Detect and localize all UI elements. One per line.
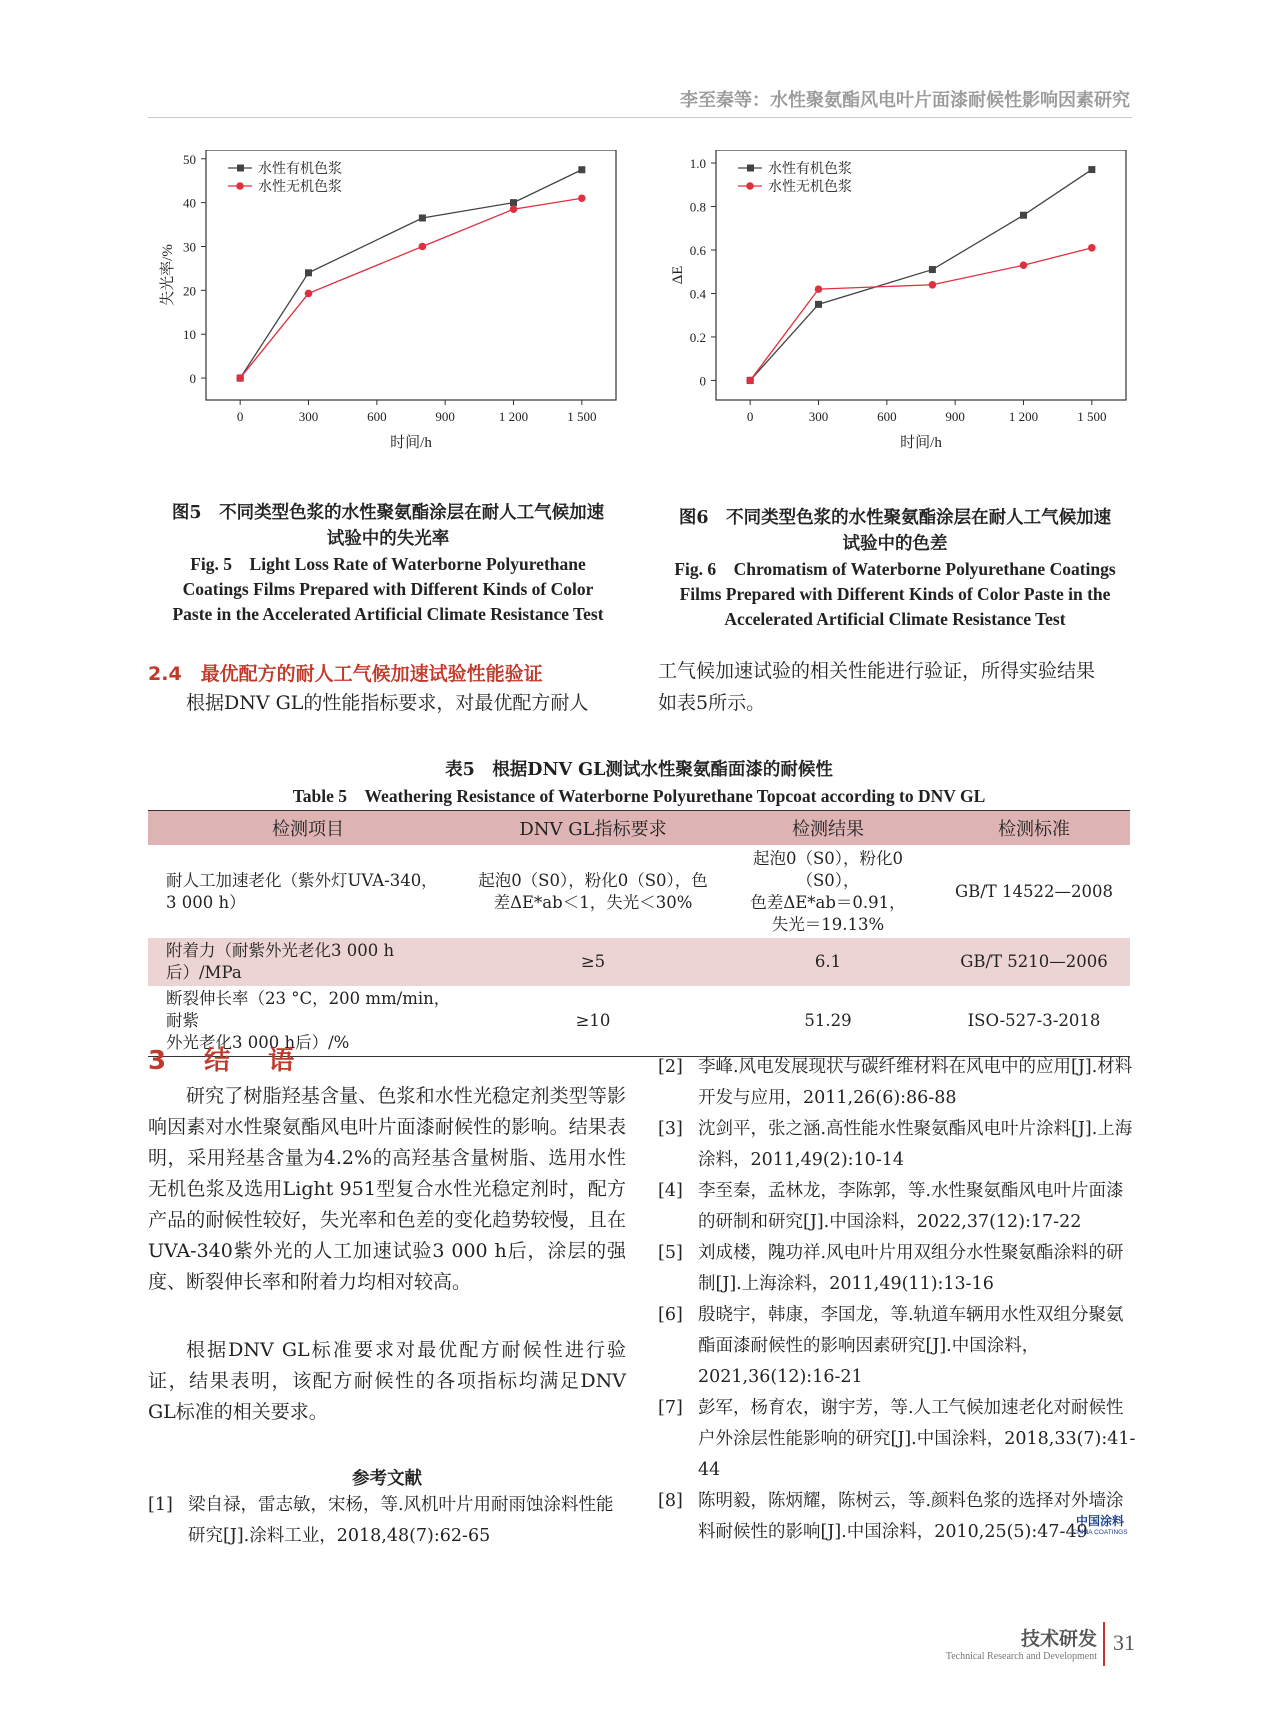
x-tick-label: 900	[945, 409, 965, 424]
figure-5-caption-cn-2: 试验中的失光率	[326, 529, 450, 549]
cell-line: 3 000 h）	[166, 893, 246, 912]
table-5-title-cn: 表5 根据DNV GL测试水性聚氨酯面漆的耐候性	[445, 760, 833, 780]
y-tick-label: 0.8	[689, 199, 706, 215]
reference-text: 殷晓宇，韩康，李国龙，等.轨道车辆用水性双组分聚氨酯面漆耐候性的影响因素研究[J].中国涂料，2021,36(12):16-21	[698, 1305, 1124, 1387]
series-line	[750, 170, 1092, 381]
table-cell-item: 附着力（耐紫外光老化3 000 h后）/MPa	[148, 938, 468, 986]
figure-6-caption-en-2: Films Prepared with Different Kinds of Color Paste in the	[679, 584, 1111, 604]
figure-5-caption	[148, 500, 628, 627]
cell-line: 差ΔE*ab＜1，失光＜30%	[493, 893, 693, 912]
table-cell-result	[718, 846, 938, 939]
reference-item	[658, 1176, 1138, 1238]
reference-text: 梁自禄，雷志敏，宋杨，等.风机叶片用耐雨蚀涂料性能研究[J].涂料工业，2018,48(7):62-65	[188, 1495, 614, 1546]
data-point	[1020, 212, 1027, 219]
series-line	[240, 198, 582, 378]
data-point	[305, 269, 312, 276]
y-axis-label: ΔE	[670, 265, 686, 285]
figure-5-caption-en-3: Paste in the Accelerated Artificial Climate Resistance Test	[172, 604, 604, 624]
reference-item	[658, 1114, 1138, 1176]
table-cell-result: 51.29	[718, 986, 938, 1057]
data-point	[1020, 261, 1028, 269]
conclusion-heading: 3 结 语	[148, 1046, 301, 1076]
legend-marker	[747, 165, 754, 172]
section-2-4-para-right-1: 工气候加速试验的相关性能进行验证，所得实验结果	[658, 660, 1096, 682]
table-row	[148, 846, 1130, 939]
x-tick-label: 600	[367, 409, 387, 424]
reference-text: 李峰.风电发展现状与碳纤维材料在风电中的应用[J].材料开发与应用，2011,26(6):86-88	[698, 1057, 1133, 1108]
footer-section-en: Technical Research and Development	[945, 1651, 1097, 1662]
table-row	[148, 938, 1130, 986]
figure-5-chart	[150, 150, 620, 505]
x-axis-label: 时间/h	[390, 435, 432, 451]
china-coatings-logo	[1068, 1512, 1132, 1536]
table-header-row	[148, 811, 1130, 846]
figure-5-caption-en-2: Coatings Films Prepared with Different Kinds of Color	[182, 579, 594, 599]
data-point	[510, 205, 518, 213]
y-tick-label: 0.2	[689, 329, 706, 345]
cell-line: 色差ΔE*ab＝0.91，	[750, 893, 906, 912]
header-rule	[148, 117, 1132, 118]
y-tick-label: 40	[183, 195, 196, 211]
table-5	[148, 810, 1130, 1057]
series-line	[240, 170, 582, 378]
cell-line: 断裂伸长率（23 °C，200 mm/min，耐紫	[166, 989, 451, 1030]
conclusion-para-1: 研究了树脂羟基含量、色浆和水性光稳定剂类型等影响因素对水性聚氨酯风电叶片面漆耐候性的影响。结果表明，采用羟基含量为4.2%的高羟基含量树脂、选用水性无机色浆及选用Light 951型复合水性光稳定剂时，配方产品的耐候性较好，失光率和色差的变化趋势较慢，且在UVA-340紫外光的人工加速试验3 000 h后，涂层的强度、断裂伸长率和附着力均相对较高。	[148, 1085, 626, 1293]
table-cell-standard: ISO-527-3-2018	[938, 986, 1130, 1057]
table-cell-result: 6.1	[718, 938, 938, 986]
legend-label: 水性有机色浆	[258, 162, 342, 177]
y-tick-label: 0	[189, 371, 196, 387]
reference-text: 陈明毅，陈炳耀，陈树云，等.颜料色浆的选择对外墙涂料耐候性的影响[J].中国涂料，2010,25(5):47-49	[698, 1491, 1124, 1542]
y-tick-label: 10	[183, 327, 196, 343]
cell-line: 外光老化3 000 h后）/%	[166, 1033, 350, 1052]
x-tick-label: 1 500	[567, 409, 597, 424]
legend-marker	[237, 165, 244, 172]
footer-section-cn: 技术研发	[1020, 1628, 1097, 1650]
figure-5-caption-cn-1: 图5 不同类型色浆的水性聚氨酯涂层在耐人工气候加速	[171, 503, 605, 523]
reference-text: 彭军，杨育农，谢宇芳，等.人工气候加速老化对耐候性户外涂层性能影响的研究[J].中国涂料，2018,33(7):41-44	[698, 1398, 1136, 1480]
reference-item	[658, 1486, 1138, 1548]
data-point	[929, 266, 936, 273]
y-tick-label: 30	[183, 239, 196, 255]
reference-number: [3]	[658, 1119, 683, 1139]
x-tick-label: 0	[746, 409, 754, 424]
conclusion-para-2: 根据DNV GL标准要求对最优配方耐候性进行验证，结果表明，该配方耐候性的各项指标均满足DNV GL标准的相关要求。	[148, 1339, 626, 1423]
data-point	[746, 377, 754, 385]
figure-6-caption-en-1: Fig. 6 Chromatism of Waterborne Polyurethane Coatings	[674, 559, 1116, 579]
reference-number: [8]	[658, 1491, 683, 1511]
data-point	[578, 194, 586, 202]
logo-cn: 中国涂料	[1075, 1514, 1124, 1528]
data-point	[815, 285, 823, 293]
y-tick-label: 20	[183, 283, 196, 299]
figure-6-caption-en-3: Accelerated Artificial Climate Resistance Test	[724, 609, 1066, 629]
reference-number: [7]	[658, 1398, 683, 1418]
x-tick-label: 0	[236, 409, 244, 424]
x-tick-label: 900	[435, 409, 455, 424]
x-axis-label: 时间/h	[900, 435, 942, 451]
reference-number: [1]	[148, 1495, 173, 1515]
y-tick-label: 0.4	[689, 286, 706, 302]
data-point	[236, 374, 244, 382]
reference-item	[658, 1300, 1138, 1393]
table-header: 检测标准	[938, 811, 1130, 846]
table-header: 检测项目	[148, 811, 468, 846]
cell-line: 起泡0（S0），粉化0（S0），色	[478, 871, 708, 890]
figure-6-caption-cn-1: 图6 不同类型色浆的水性聚氨酯涂层在耐人工气候加速	[678, 508, 1112, 528]
data-point	[815, 301, 822, 308]
references-right-column	[658, 1052, 1138, 1548]
legend-label: 水性无机色浆	[258, 180, 342, 195]
data-point	[510, 199, 517, 206]
reference-item	[148, 1490, 626, 1552]
reference-text: 沈剑平，张之涵.高性能水性聚氨酯风电叶片涂料[J].上海涂料，2011,49(2):10-14	[698, 1119, 1133, 1170]
references-heading: 参考文献	[352, 1469, 422, 1489]
reference-item	[658, 1052, 1138, 1114]
data-point	[305, 290, 313, 298]
table-cell-requirement: ≥10	[468, 986, 718, 1057]
x-tick-label: 600	[877, 409, 897, 424]
y-axis-label: 失光率/%	[160, 244, 176, 306]
table-cell-requirement: ≥5	[468, 938, 718, 986]
table-cell-item	[148, 846, 468, 939]
legend-label: 水性有机色浆	[768, 162, 852, 177]
y-tick-label: 1.0	[689, 156, 706, 172]
reference-text: 李至秦，孟林龙，李陈郭，等.水性聚氨酯风电叶片面漆的研制和研究[J].中国涂料，2022,37(12):17-22	[698, 1181, 1124, 1232]
figure-6-caption	[655, 505, 1135, 632]
reference-item	[658, 1238, 1138, 1300]
x-tick-label: 300	[808, 409, 829, 424]
legend-marker	[746, 182, 754, 190]
running-header: 李至秦等：水性聚氨酯风电叶片面漆耐候性影响因素研究	[680, 90, 1130, 111]
x-tick-label: 300	[298, 409, 319, 424]
table-5-title-en: Table 5 Weathering Resistance of Waterborne Polyurethane Topcoat according to DNV GL	[292, 786, 986, 806]
x-tick-label: 1 200	[1008, 409, 1039, 424]
cell-line: 起泡0（S0），粉化0（S0），	[752, 849, 904, 890]
table-cell-requirement	[468, 846, 718, 939]
references-left-column	[148, 1490, 626, 1552]
legend-label: 水性无机色浆	[768, 180, 852, 195]
figure-5-caption-en-1: Fig. 5 Light Loss Rate of Waterborne Polyurethane	[190, 554, 586, 574]
table-header: 检测结果	[718, 811, 938, 846]
logo-en: CHINA COATINGS	[1072, 1529, 1128, 1536]
reference-item	[658, 1393, 1138, 1486]
reference-text: 刘成楼，隗功祥.风电叶片用双组分水性聚氨酯涂料的研制[J].上海涂料，2011,49(11):13-16	[698, 1243, 1124, 1294]
table-header: DNV GL指标要求	[468, 811, 718, 846]
reference-number: [2]	[658, 1057, 683, 1077]
cell-line: 失光＝19.13%	[771, 915, 885, 934]
page-number: 31	[1113, 1630, 1135, 1655]
footer-divider	[1103, 1622, 1105, 1666]
figure-6-chart	[660, 150, 1130, 505]
reference-number: [5]	[658, 1243, 683, 1263]
reference-number: [6]	[658, 1305, 683, 1325]
data-point	[419, 214, 426, 221]
y-tick-label: 0.6	[689, 243, 706, 258]
section-2-4-para-left: 根据DNV GL的性能指标要求，对最优配方耐人	[186, 692, 589, 714]
cell-line: 耐人工加速老化（紫外灯UVA-340，	[166, 871, 438, 890]
section-2-4-para-right-2: 如表5所示。	[658, 692, 766, 714]
table-cell-standard: GB/T 5210—2006	[938, 938, 1130, 986]
series-line	[750, 248, 1092, 381]
y-tick-label: 50	[183, 151, 196, 167]
data-point	[1088, 166, 1095, 173]
data-point	[419, 243, 427, 251]
y-tick-label: 0	[699, 373, 706, 389]
reference-number: [4]	[658, 1181, 683, 1201]
figure-6-caption-cn-2: 试验中的色差	[842, 534, 948, 554]
data-point	[578, 166, 585, 173]
table-cell-standard: GB/T 14522—2008	[954, 882, 1114, 901]
x-tick-label: 1 200	[498, 409, 529, 424]
section-2-4-heading: 2.4 最优配方的耐人工气候加速试验性能验证	[148, 663, 543, 685]
legend-marker	[236, 182, 244, 190]
data-point	[1088, 244, 1096, 252]
data-point	[929, 281, 937, 289]
x-tick-label: 1 500	[1077, 409, 1107, 424]
